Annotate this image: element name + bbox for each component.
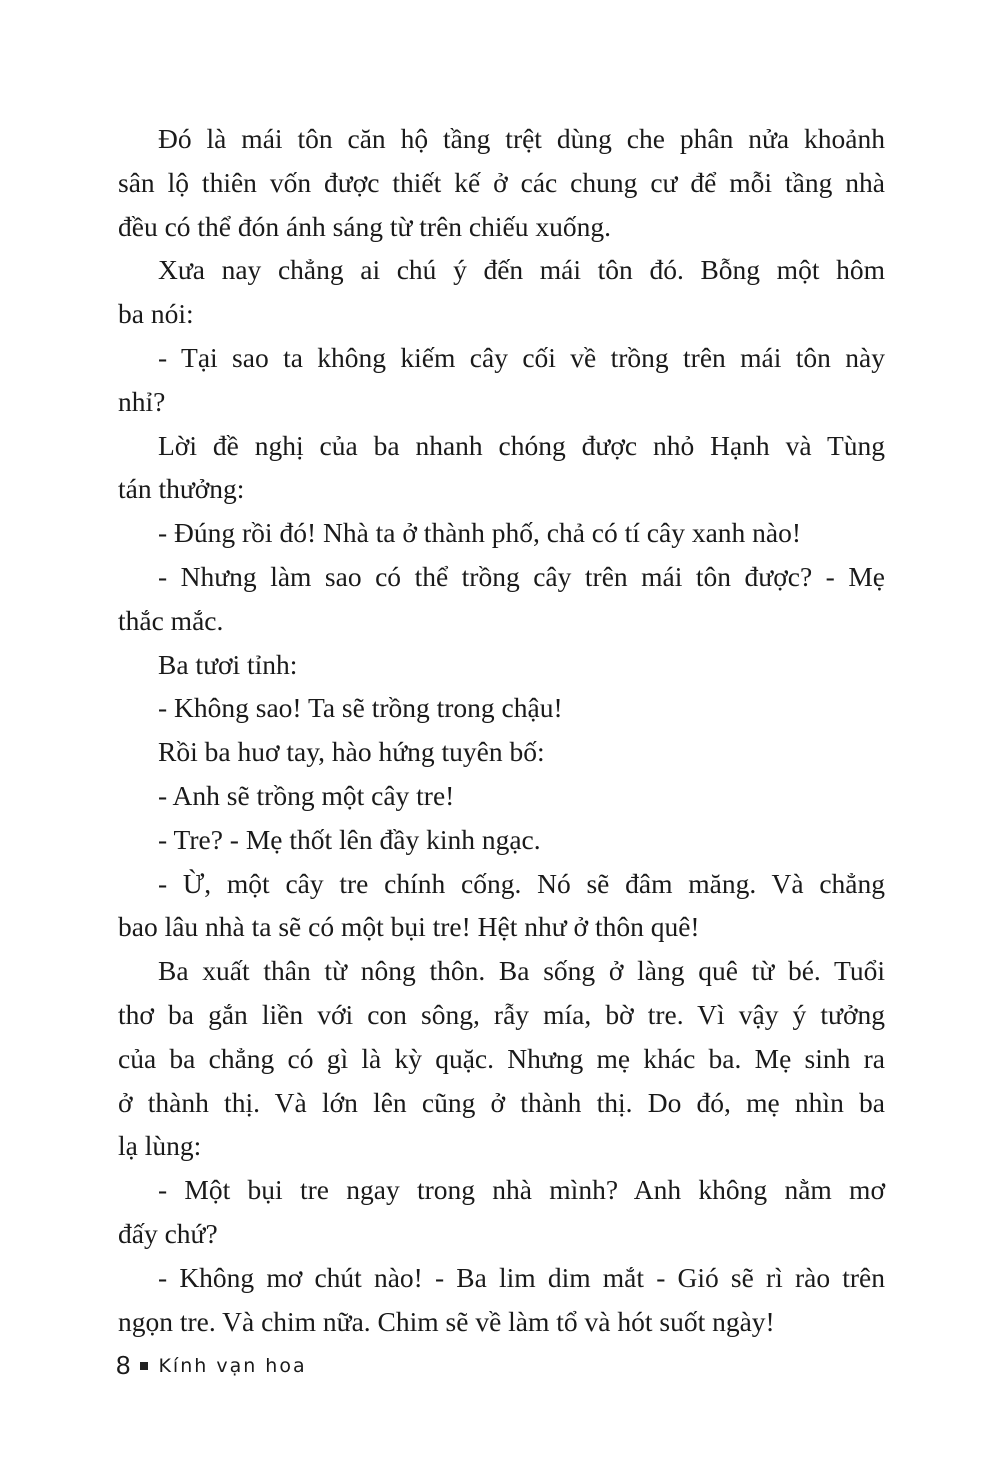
- paragraph: [118, 117, 885, 248]
- text-line: thơ ba gắn liền với con sông, rẫy mía, bờ tre. Vì vậy ý tưởng: [118, 998, 885, 1030]
- text-line: - Anh sẽ trồng một cây tre!: [158, 779, 455, 811]
- running-title: Kính vạn hoa: [158, 1354, 307, 1377]
- text-line: Lời đề nghị của ba nhanh chóng được nhỏ Hạnh và Tùng: [158, 429, 885, 461]
- paragraph: [118, 643, 885, 687]
- text-line: đều có thể đón ánh sáng từ trên chiếu xuống.: [118, 210, 611, 242]
- text-line: - Không sao! Ta sẽ trồng trong chậu!: [158, 692, 563, 724]
- text-line: thắc mắc.: [118, 604, 224, 636]
- text-line: của ba chẳng có gì là kỳ quặc. Nhưng mẹ khác ba. Mẹ sinh ra: [118, 1042, 885, 1074]
- text-line: nhỉ?: [118, 385, 166, 417]
- text-line: - Một bụi tre ngay trong nhà mình? Anh không nằm mơ: [158, 1174, 885, 1206]
- text-line: bao lâu nhà ta sẽ có một bụi tre! Hệt như ở thôn quê!: [118, 911, 700, 943]
- paragraph: [118, 862, 885, 950]
- paragraph: [118, 511, 885, 555]
- square-bullet-icon: [140, 1362, 148, 1370]
- text-line: Đó là mái tôn căn hộ tầng trệt dùng che phân nửa khoảnh: [158, 123, 885, 154]
- paragraph: [118, 949, 885, 1168]
- paragraph: [118, 555, 885, 643]
- body-text: [118, 117, 885, 1343]
- paragraph: [118, 774, 885, 818]
- text-line: Ba xuất thân từ nông thôn. Ba sống ở làng quê từ bé. Tuổi: [158, 955, 885, 987]
- text-line: ở thành thị. Và lớn lên cũng ở thành thị. Do đó, mẹ nhìn ba: [118, 1086, 885, 1118]
- paragraph: [118, 424, 885, 512]
- paragraph: [118, 1256, 885, 1344]
- text-line: Xưa nay chẳng ai chú ý đến mái tôn đó. Bỗng một hôm: [158, 254, 885, 286]
- text-line: ba nói:: [118, 298, 194, 330]
- paragraph: [118, 336, 885, 424]
- paragraph: [118, 730, 885, 774]
- text-line: - Tre? - Mẹ thốt lên đầy kinh ngạc.: [158, 823, 541, 855]
- text-line: Rồi ba huơ tay, hào hứng tuyên bố:: [158, 736, 545, 768]
- text-line: Ba tươi tỉnh:: [158, 648, 298, 680]
- paragraph: [118, 1168, 885, 1256]
- text-line: - Tại sao ta không kiếm cây cối về trồng trên mái tôn này: [158, 341, 885, 373]
- paragraph: [118, 686, 885, 730]
- text-line: đấy chứ?: [118, 1217, 218, 1249]
- text-line: - Nhưng làm sao có thể trồng cây trên mái tôn được? - Mẹ: [158, 560, 885, 592]
- text-line: lạ lùng:: [118, 1130, 202, 1162]
- page-footer: [116, 1350, 307, 1381]
- page-number: 8: [116, 1350, 131, 1380]
- text-line: sân lộ thiên vốn được thiết kế ở các chung cư để mỗi tầng nhà: [118, 166, 885, 198]
- paragraph: [118, 818, 885, 862]
- text-line: - Ừ, một cây tre chính cống. Nó sẽ đâm măng. Và chẳng: [158, 867, 885, 899]
- text-line: - Không mơ chút nào! - Ba lim dim mắt - Gió sẽ rì rào trên: [158, 1261, 885, 1293]
- text-line: tán thưởng:: [118, 473, 245, 505]
- text-line: ngọn tre. Và chim nữa. Chim sẽ về làm tổ và hót suốt ngày!: [118, 1305, 775, 1337]
- paragraph: [118, 248, 885, 336]
- text-line: - Đúng rồi đó! Nhà ta ở thành phố, chả có tí cây xanh nào!: [158, 517, 802, 549]
